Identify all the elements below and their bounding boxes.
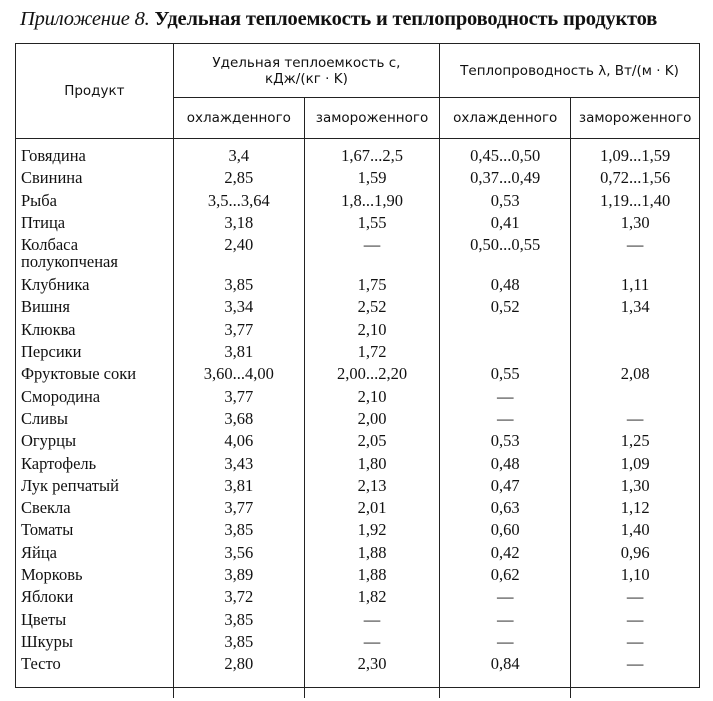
cell-c-chilled: 3,89: [173, 566, 304, 588]
cell-c-chilled: 2,85: [173, 169, 304, 191]
table-row: [16, 410, 699, 432]
data-table: [16, 44, 699, 698]
cell-l-frozen: —: [626, 587, 644, 607]
cell-c-chilled: 3,56: [173, 544, 304, 566]
table-row: [16, 477, 699, 499]
table-row: [16, 633, 699, 655]
cell-product: Картофель: [16, 455, 173, 477]
table-row: [16, 236, 699, 276]
cell-l-frozen: 1,12: [620, 498, 650, 518]
cell-product: Тесто: [16, 655, 173, 677]
cell-c-chilled: 3,5...3,64: [173, 192, 304, 214]
cell-l-chilled: 0,55: [440, 365, 571, 387]
cell-l-chilled: 0,48: [440, 276, 571, 298]
cell-l-chilled: —: [440, 588, 571, 610]
cell-product: Колбаса полукопченая: [16, 236, 173, 276]
table-row: [16, 611, 699, 633]
cell-c-frozen: 1,92: [304, 521, 439, 543]
cell-l-chilled: 0,45...0,50: [440, 139, 571, 170]
table-row-filler: [16, 678, 699, 698]
cell-product: Лук репчатый: [16, 477, 173, 499]
table-row: [16, 298, 699, 320]
cell-product: Рыба: [16, 192, 173, 214]
header-c-chilled: охлажденного: [173, 98, 304, 139]
table-row: [16, 214, 699, 236]
cell-c-chilled: 3,60...4,00: [173, 365, 304, 387]
cell-l-chilled: —: [440, 611, 571, 633]
cell-product: Яйца: [16, 544, 173, 566]
header-l-frozen: замороженного: [571, 98, 699, 139]
cell-l-frozen: 0,72...1,56: [600, 168, 671, 188]
cell-product: Морковь: [16, 566, 173, 588]
cell-c-frozen: 2,01: [304, 499, 439, 521]
cell-c-chilled: 3,72: [173, 588, 304, 610]
cell-l-frozen: 1,19...1,40: [600, 190, 671, 210]
table-row: [16, 139, 699, 170]
cell-c-frozen: 1,72: [304, 343, 439, 365]
cell-c-frozen: 1,88: [304, 566, 439, 588]
table-row: [16, 169, 699, 191]
header-product: Продукт: [16, 44, 173, 139]
cell-c-frozen: 2,00: [304, 410, 439, 432]
filler-cell: [173, 678, 304, 698]
cell-l-frozen: —: [626, 609, 644, 629]
cell-c-chilled: 3,34: [173, 298, 304, 320]
header-heat-capacity-line2: кДж/(кг · K): [264, 70, 348, 87]
cell-l-frozen: 1,40: [620, 520, 650, 540]
cell-l-chilled: 0,60: [440, 521, 571, 543]
cell-c-chilled: 4,06: [173, 432, 304, 454]
cell-l-frozen: 1,34: [620, 297, 650, 317]
data-table-frame: [15, 43, 700, 688]
cell-c-frozen: 2,10: [304, 388, 439, 410]
cell-product: Цветы: [16, 611, 173, 633]
cell-l-frozen: 1,11: [621, 275, 650, 295]
cell-product: Персики: [16, 343, 173, 365]
header-c-frozen: замороженного: [304, 98, 439, 139]
cell-l-frozen: —: [626, 408, 644, 428]
cell-product: Свекла: [16, 499, 173, 521]
cell-l-frozen: —: [626, 235, 644, 255]
cell-l-chilled: —: [440, 410, 571, 432]
cell-product: Огурцы: [16, 432, 173, 454]
cell-product: Сливы: [16, 410, 173, 432]
cell-c-frozen: —: [304, 633, 439, 655]
cell-c-frozen: —: [304, 611, 439, 633]
cell-product: Птица: [16, 214, 173, 236]
cell-c-frozen: 1,59: [304, 169, 439, 191]
header-heat-capacity-line1: Удельная теплоемкость c,: [212, 54, 401, 71]
cell-l-frozen: 1,09...1,59: [600, 146, 671, 165]
table-row: [16, 566, 699, 588]
table-row: [16, 499, 699, 521]
cell-product: Томаты: [16, 521, 173, 543]
cell-c-chilled: 3,43: [173, 455, 304, 477]
cell-l-chilled: 0,62: [440, 566, 571, 588]
cell-product: Фруктовые соки: [16, 365, 173, 387]
cell-l-chilled: 0,47: [440, 477, 571, 499]
header-heat-capacity: [173, 44, 439, 98]
cell-product: Клюква: [16, 321, 173, 343]
cell-l-frozen: 1,09: [620, 453, 650, 473]
cell-c-frozen: 1,8...1,90: [304, 192, 439, 214]
page-title: [20, 8, 710, 31]
cell-c-chilled: 3,77: [173, 499, 304, 521]
cell-c-chilled: 2,40: [173, 236, 304, 276]
cell-c-frozen: 1,55: [304, 214, 439, 236]
cell-l-chilled: —: [440, 633, 571, 655]
cell-l-chilled: 0,63: [440, 499, 571, 521]
cell-l-chilled: —: [440, 388, 571, 410]
table-row: [16, 588, 699, 610]
cell-product: Свинина: [16, 169, 173, 191]
cell-c-chilled: 3,68: [173, 410, 304, 432]
cell-c-frozen: 2,10: [304, 321, 439, 343]
cell-c-frozen: 2,52: [304, 298, 439, 320]
cell-c-chilled: 3,81: [173, 343, 304, 365]
cell-c-frozen: 1,80: [304, 455, 439, 477]
cell-l-chilled: 0,84: [440, 655, 571, 677]
table-body: [16, 139, 699, 698]
table-row: [16, 343, 699, 365]
cell-c-frozen: 2,00...2,20: [304, 365, 439, 387]
cell-c-chilled: 3,85: [173, 521, 304, 543]
cell-c-chilled: 3,85: [173, 633, 304, 655]
filler-cell: [440, 678, 571, 698]
cell-product: Говядина: [16, 139, 173, 170]
table-row: [16, 276, 699, 298]
cell-l-frozen: 1,10: [620, 565, 650, 585]
cell-l-frozen: [571, 343, 699, 365]
filler-cell: [571, 678, 699, 698]
table-row: [16, 544, 699, 566]
filler-cell: [304, 678, 439, 698]
cell-c-frozen: 2,30: [304, 655, 439, 677]
cell-l-frozen: —: [626, 631, 644, 651]
cell-c-frozen: 2,05: [304, 432, 439, 454]
cell-l-frozen: 0,96: [620, 542, 650, 562]
cell-c-chilled: 3,85: [173, 611, 304, 633]
cell-c-chilled: 3,77: [173, 321, 304, 343]
cell-c-frozen: 2,13: [304, 477, 439, 499]
filler-cell: [16, 678, 173, 698]
table-row: [16, 321, 699, 343]
cell-l-frozen: [571, 321, 699, 343]
table-row: [16, 365, 699, 387]
cell-product: Клубника: [16, 276, 173, 298]
cell-l-frozen: 2,08: [620, 364, 650, 384]
title-prefix: Приложение 8.: [20, 8, 150, 30]
cell-c-chilled: 3,77: [173, 388, 304, 410]
table-header: [16, 44, 699, 139]
cell-c-chilled: 3,4: [173, 139, 304, 170]
cell-l-chilled: 0,53: [440, 192, 571, 214]
cell-c-chilled: 3,85: [173, 276, 304, 298]
cell-l-chilled: [440, 343, 571, 365]
cell-c-frozen: 1,82: [304, 588, 439, 610]
cell-c-chilled: 3,18: [173, 214, 304, 236]
cell-c-chilled: 2,80: [173, 655, 304, 677]
cell-l-frozen: 1,25: [620, 431, 650, 451]
cell-product: Шкуры: [16, 633, 173, 655]
table-row: [16, 432, 699, 454]
cell-l-chilled: 0,41: [440, 214, 571, 236]
table-row: [16, 192, 699, 214]
cell-l-frozen: —: [626, 654, 644, 674]
cell-l-chilled: 0,37...0,49: [440, 169, 571, 191]
cell-c-frozen: 1,67...2,5: [304, 139, 439, 170]
table-row: [16, 388, 699, 410]
header-l-chilled: охлажденного: [440, 98, 571, 139]
cell-l-frozen: [571, 388, 699, 410]
table-row: [16, 521, 699, 543]
cell-l-chilled: [440, 321, 571, 343]
cell-l-frozen: 1,30: [620, 475, 650, 495]
cell-c-frozen: 1,75: [304, 276, 439, 298]
cell-c-frozen: —: [304, 236, 439, 276]
cell-c-frozen: 1,88: [304, 544, 439, 566]
title-main: Удельная теплоемкость и теплопроводность продуктов: [154, 8, 658, 30]
header-conductivity: Теплопроводность λ, Вт/(м · K): [440, 44, 699, 98]
table-row: [16, 455, 699, 477]
cell-product: Вишня: [16, 298, 173, 320]
cell-l-chilled: 0,48: [440, 455, 571, 477]
cell-product: Смородина: [16, 388, 173, 410]
cell-l-chilled: 0,50...0,55: [440, 236, 571, 276]
cell-l-chilled: 0,52: [440, 298, 571, 320]
cell-c-chilled: 3,81: [173, 477, 304, 499]
cell-product: Яблоки: [16, 588, 173, 610]
cell-l-frozen: 1,30: [620, 212, 650, 232]
table-row: [16, 655, 699, 677]
cell-l-chilled: 0,42: [440, 544, 571, 566]
cell-l-chilled: 0,53: [440, 432, 571, 454]
